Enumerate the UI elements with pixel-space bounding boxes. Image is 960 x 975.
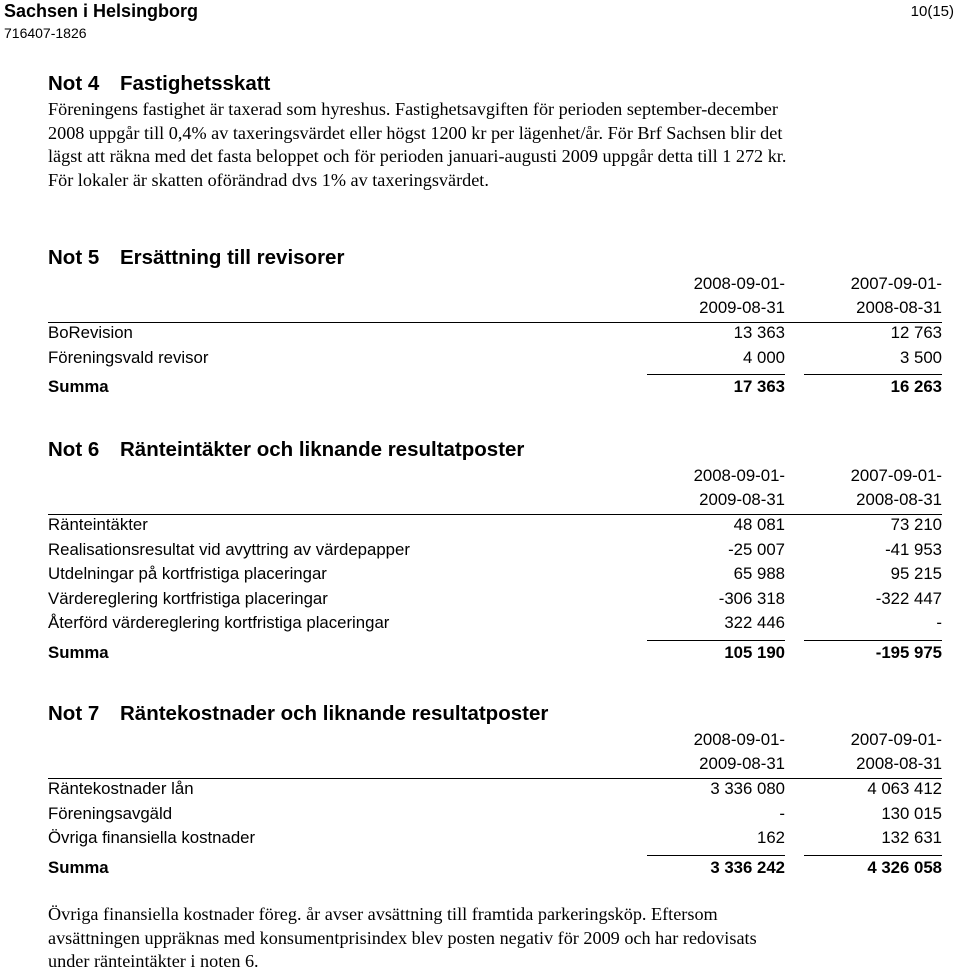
- note4-number: Not 4: [48, 72, 100, 95]
- row-value-previous: -322 447: [875, 588, 942, 608]
- row-value-current: 4 000: [743, 347, 785, 367]
- note7-table: [48, 730, 942, 882]
- row-label: Övriga finansiella kostnader: [48, 828, 256, 847]
- org-number: 716407-1826: [4, 25, 87, 41]
- sum-rule-current: [647, 640, 785, 641]
- period-header-row: [48, 298, 942, 322]
- row-value-previous: 130 015: [881, 803, 942, 823]
- document-title: Sachsen i Helsingborg: [4, 1, 199, 21]
- period-header-row: [48, 274, 942, 298]
- row-value-previous: 73 210: [890, 515, 942, 534]
- sum-rule-previous: [804, 640, 942, 641]
- note6-heading: [48, 438, 524, 462]
- row-value-current: 3 336 080: [710, 779, 785, 798]
- table-row: [48, 564, 942, 589]
- row-value-previous: -: [936, 613, 942, 632]
- period-header-row: [48, 754, 942, 778]
- row-value-current: 162: [757, 828, 785, 847]
- note4-title: Fastighetsskatt: [120, 72, 271, 95]
- table-row: [48, 323, 942, 348]
- row-label: Utdelningar på kortfristiga placeringar: [48, 564, 327, 583]
- period-header-row: [48, 466, 942, 490]
- table-row: [48, 348, 942, 373]
- table-row: [48, 515, 942, 540]
- sum-row: [48, 858, 942, 883]
- note6-title: Ränteintäkter och liknande resultatposter: [120, 438, 525, 461]
- row-label: Räntekostnader lån: [48, 779, 194, 798]
- note4-heading: [48, 72, 270, 96]
- row-label: BoRevision: [48, 323, 133, 342]
- note4-line: Föreningens fastighet är taxerad som hyreshus. Fastighetsavgiften för perioden september-december: [48, 99, 778, 119]
- table-row: [48, 540, 942, 565]
- note7-number: Not 7: [48, 702, 100, 725]
- note4-text: [48, 98, 953, 192]
- row-label: Ränteintäkter: [48, 515, 148, 534]
- sum-row: [48, 643, 942, 668]
- sum-label: Summa: [48, 857, 109, 877]
- row-value-previous: 4 063 412: [867, 779, 942, 798]
- row-label: Föreningsvald revisor: [48, 347, 209, 367]
- period-header-row: [48, 490, 942, 514]
- sum-value-current: 3 336 242: [710, 857, 785, 877]
- sum-label: Summa: [48, 377, 109, 396]
- row-value-current: -306 318: [718, 588, 785, 608]
- row-value-current: 13 363: [733, 323, 785, 342]
- row-label: Värdereglering kortfristiga placeringar: [48, 588, 328, 608]
- footnote-line: under ränteintäkter i noten 6.: [48, 951, 259, 971]
- footnote-line: Övriga finansiella kostnader föreg. år avser avsättning till framtida parkeringsköp. Eftersom: [48, 904, 718, 924]
- row-value-previous: 95 215: [890, 564, 942, 583]
- row-value-current: 48 081: [733, 515, 785, 534]
- period1-end: 2009-08-31: [699, 754, 785, 773]
- period2-start: 2007-09-01-: [850, 466, 942, 485]
- footnote-line: avsättningen uppräknas med konsumentprisindex blev posten negativ för 2009 och har redovisats: [48, 927, 757, 948]
- period2-end: 2008-08-31: [856, 490, 942, 509]
- table-row: [48, 589, 942, 614]
- note5-heading: [48, 246, 344, 270]
- period1-start: 2008-09-01-: [693, 730, 785, 749]
- note5-table: [48, 274, 942, 402]
- row-label: Realisationsresultat vid avyttring av värdepapper: [48, 539, 410, 559]
- table-row: [48, 779, 942, 804]
- period2-start: 2007-09-01-: [850, 274, 942, 293]
- period1-start: 2008-09-01-: [693, 466, 785, 485]
- row-value-previous: 12 763: [890, 323, 942, 342]
- row-value-previous: 3 500: [900, 347, 942, 367]
- row-value-previous: -41 953: [885, 539, 942, 559]
- row-value-current: -25 007: [728, 539, 785, 559]
- page-number: 10(15): [910, 3, 954, 20]
- row-label: Föreningsavgäld: [48, 803, 173, 823]
- period2-end: 2008-08-31: [856, 298, 942, 317]
- note4-line: lägst att räkna med det fasta beloppet och för perioden januari-augusti 2009 uppgår detta till 1 272 kr.: [48, 146, 787, 166]
- sum-value-previous: 4 326 058: [867, 857, 942, 877]
- note4-line: 2008 uppgår till 0,4% av taxeringsvärdet eller högst 1200 kr per lägenhet/år. För Brf Sachsen blir det: [48, 122, 783, 143]
- table-row: [48, 804, 942, 829]
- period2-start: 2007-09-01-: [850, 730, 942, 749]
- note4-line: För lokaler är skatten oförändrad dvs 1% av taxeringsvärdet.: [48, 169, 489, 190]
- sum-rule-current: [647, 855, 785, 856]
- period2-end: 2008-08-31: [856, 754, 942, 773]
- note6-number: Not 6: [48, 438, 100, 461]
- row-value-previous: 132 631: [881, 828, 942, 847]
- note7-heading: [48, 702, 548, 726]
- note6-table: [48, 466, 942, 667]
- period1-start: 2008-09-01-: [693, 274, 785, 293]
- sum-value-current: 105 190: [724, 642, 785, 662]
- row-value-current: -: [779, 803, 785, 823]
- sum-rule-previous: [804, 855, 942, 856]
- note7-title: Räntekostnader och liknande resultatposter: [120, 702, 549, 725]
- sum-value-current: 17 363: [733, 377, 785, 396]
- table-row: [48, 613, 942, 638]
- note7-footnote: [48, 903, 953, 974]
- note5-number: Not 5: [48, 246, 100, 269]
- period1-end: 2009-08-31: [699, 490, 785, 509]
- period1-end: 2009-08-31: [699, 298, 785, 317]
- sum-row: [48, 377, 942, 402]
- note5-title: Ersättning till revisorer: [120, 246, 345, 269]
- sum-value-previous: 16 263: [890, 377, 942, 396]
- row-value-current: 65 988: [733, 564, 785, 583]
- sum-rule-current: [647, 374, 785, 375]
- row-label: Återförd värdereglering kortfristiga placeringar: [48, 613, 390, 632]
- sum-rule-previous: [804, 374, 942, 375]
- sum-value-previous: -195 975: [875, 642, 942, 662]
- table-row: [48, 828, 942, 853]
- sum-label: Summa: [48, 642, 109, 662]
- period-header-row: [48, 730, 942, 754]
- row-value-current: 322 446: [724, 613, 785, 632]
